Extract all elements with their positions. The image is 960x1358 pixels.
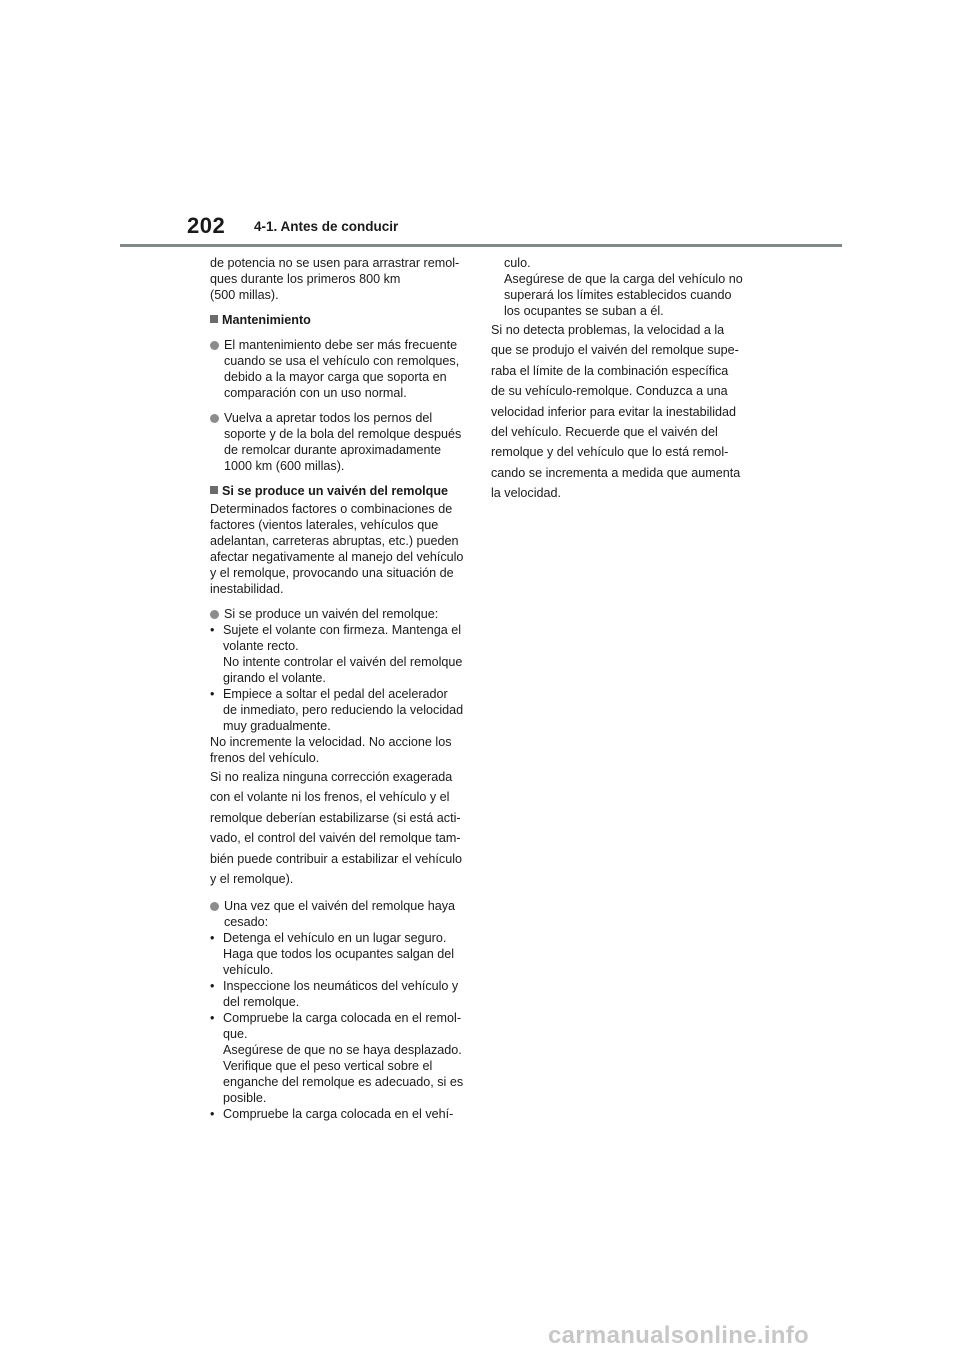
bullet-item — [210, 410, 468, 474]
text-line: soporte y de la bola del remolque después — [224, 427, 462, 441]
text-line: de potencia no se usen para arrastrar remol- — [210, 256, 460, 270]
text-line: remolque deberían estabilizarse (si está acti- — [210, 810, 461, 825]
text-line: Vuelva a apretar todos los pernos del — [224, 411, 433, 425]
sub-item — [210, 622, 468, 686]
text-line: (500 millas). — [210, 288, 279, 302]
text-line: de remolcar durante aproximadamente — [224, 443, 442, 457]
continuation-paragraph — [491, 255, 757, 319]
text-line: de inmediato, pero reduciendo la velocidad — [223, 703, 464, 717]
text-line: velocidad inferior para evitar la inestabilidad — [491, 404, 737, 419]
spaced-paragraph — [210, 767, 468, 889]
text-line: Detenga el vehículo en un lugar seguro. — [223, 931, 447, 946]
text-line: Haga que todos los ocupantes salgan del — [223, 947, 455, 962]
intro-paragraph — [210, 255, 468, 303]
bullet-dot: • — [210, 623, 215, 637]
text-line: Inspeccione los neumáticos del vehículo y — [223, 979, 459, 994]
page-number: 202 — [187, 213, 226, 238]
text-line: posible. — [223, 1091, 267, 1106]
text-line: enganche del remolque es adecuado, si es — [223, 1075, 464, 1090]
text-line: El mantenimiento debe ser más frecuente — [224, 338, 458, 352]
heading-vaiven — [210, 483, 468, 499]
text-line: vehículo. — [223, 963, 274, 978]
text-line: Empiece a soltar el pedal del acelerador — [223, 687, 448, 701]
text-line: Determinados factores o combinaciones de — [210, 502, 453, 516]
text-line: ques durante los primeros 800 km — [210, 272, 401, 286]
text-line: factores (vientos laterales, vehículos que — [210, 518, 439, 532]
text-line: Asegúrese de que no se haya desplazado. — [223, 1043, 462, 1058]
after-paragraph — [210, 734, 468, 766]
circle-bullet-icon — [210, 341, 219, 350]
text-line: Sujete el volante con firmeza. Mantenga el — [223, 623, 462, 637]
text-line: girando el volante. — [223, 671, 326, 685]
vaiven-paragraph — [210, 501, 468, 597]
text-line: del remolque. — [223, 995, 300, 1010]
text-line: cesado: — [224, 915, 269, 930]
header-divider — [120, 244, 842, 247]
text-line: Si se produce un vaivén del remolque: — [224, 607, 439, 621]
text-line: que. — [223, 1027, 248, 1042]
text-line: remolque y del vehículo que lo está remol- — [491, 445, 729, 460]
text-line: cuando se usa el vehículo con remolques, — [224, 354, 460, 368]
bullet-item — [210, 898, 468, 930]
circle-bullet-icon — [210, 610, 219, 619]
text-line: muy gradualmente. — [223, 719, 331, 733]
text-line: que se produjo el vaivén del remolque supe- — [491, 343, 739, 358]
text-line: Asegúrese de que la carga del vehículo no — [504, 272, 743, 286]
heading-text: Mantenimiento — [222, 313, 311, 327]
right-column — [491, 255, 757, 504]
bullet-item — [210, 337, 468, 401]
text-line: Una vez que el vaivén del remolque haya — [224, 899, 456, 914]
text-line: debido a la mayor carga que soporta en — [224, 370, 447, 384]
text-line: inestabilidad. — [210, 582, 284, 596]
watermark: carmanualsonline.info — [548, 1322, 810, 1349]
text-line: Verifique que el peso vertical sobre el — [223, 1059, 433, 1074]
text-line: con el volante ni los frenos, el vehículo y el — [210, 790, 450, 805]
heading-mantenimiento — [210, 312, 468, 328]
text-line: de su vehículo-remolque. Conduzca a una — [491, 384, 728, 399]
text-line: comparación con un uso normal. — [224, 386, 407, 400]
text-line: culo. — [504, 256, 531, 270]
circle-bullet-icon — [210, 902, 219, 911]
text-line: raba el límite de la combinación específica — [491, 363, 729, 378]
text-line: Si no detecta problemas, la velocidad a la — [491, 323, 725, 337]
sub-item — [210, 686, 468, 734]
square-bullet-icon — [210, 315, 218, 323]
text-line: los ocupantes se suban a él. — [504, 304, 664, 318]
text-line: cando se incrementa a medida que aumenta — [491, 465, 741, 480]
text-line: vado, el control del vaivén del remolque tam- — [210, 831, 461, 846]
sub-item — [210, 1010, 468, 1106]
text-line: No intente controlar el vaivén del remolque — [223, 655, 463, 669]
bullet-dot: • — [210, 687, 215, 701]
sub-item — [210, 1106, 468, 1122]
bullet-dot: • — [210, 1011, 215, 1026]
heading-text: Si se produce un vaivén del remolque — [222, 484, 449, 498]
text-line: del vehículo. Recuerde que el vaivén del — [491, 425, 718, 440]
square-bullet-icon — [210, 486, 218, 494]
text-line: y el remolque, provocando una situación de — [210, 566, 454, 580]
sub-item — [210, 978, 468, 1010]
bullet-dot: • — [210, 1107, 215, 1122]
section-title: 4-1. Antes de conducir — [254, 219, 399, 234]
circle-bullet-icon — [210, 414, 219, 423]
text-line: superará los límites establecidos cuando — [504, 288, 732, 302]
text-line: Compruebe la carga colocada en el vehí- — [223, 1107, 454, 1122]
bullet-dot: • — [210, 931, 215, 946]
spaced-paragraph — [491, 320, 757, 504]
text-line: 1000 km (600 millas). — [224, 459, 345, 473]
text-line: la velocidad. — [491, 486, 562, 501]
text-line: bién puede contribuir a estabilizar el vehículo — [210, 851, 463, 866]
bullet-dot: • — [210, 979, 215, 994]
text-line: No incremente la velocidad. No accione los — [210, 735, 452, 749]
text-line: adelantan, carreteras abruptas, etc.) pueden — [210, 534, 459, 548]
text-line: volante recto. — [223, 639, 299, 653]
text-line: Compruebe la carga colocada en el remol- — [223, 1011, 462, 1026]
text-line: Si no realiza ninguna corrección exagerada — [210, 770, 453, 784]
bullet-item — [210, 606, 468, 622]
text-line: frenos del vehículo. — [210, 751, 320, 765]
left-column — [210, 255, 468, 1122]
sub-item — [210, 930, 468, 978]
text-line: y el remolque). — [210, 872, 294, 887]
text-line: afectar negativamente al manejo del vehículo — [210, 550, 464, 564]
